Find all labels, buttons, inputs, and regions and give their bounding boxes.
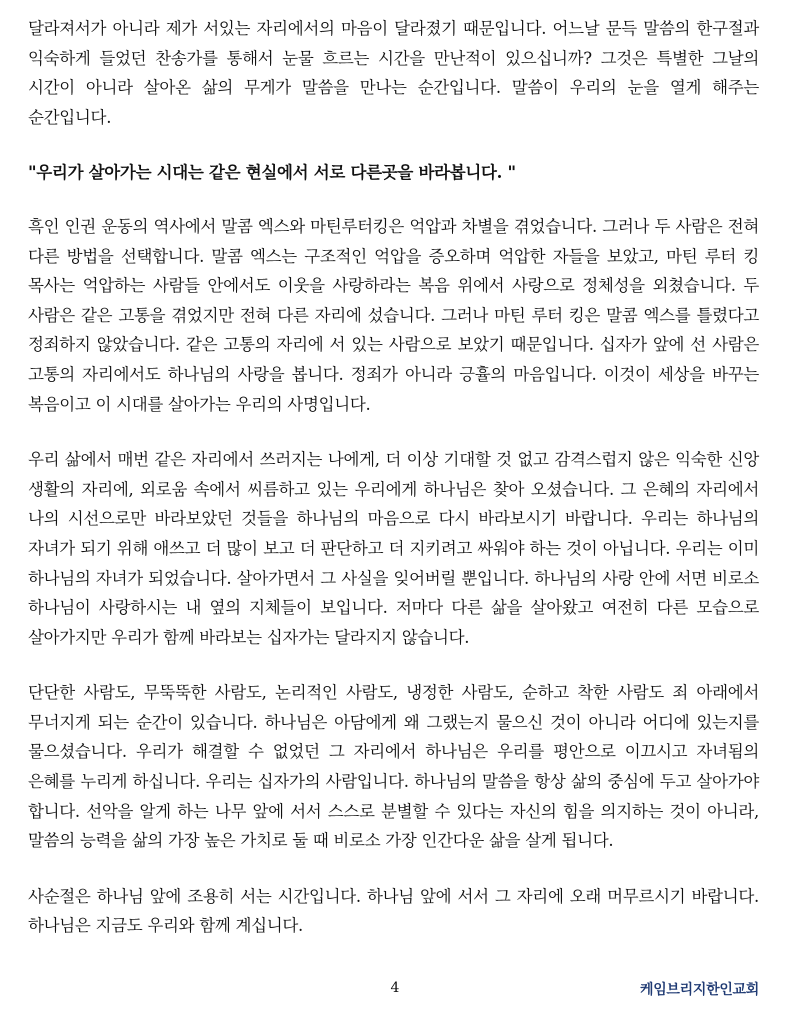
paragraph-1: 달라져서가 아니라 제가 서있는 자리에서의 마음이 달라졌기 때문입니다. 어느날 문득 말씀의 한구절과 익숙하게 들었던 찬송가를 통해서 눈물 흐르는 시간을 만난적이 있으십니까? 그것은 특별한 그날의 시간이 아니라 살아온 삶의 무게가 말씀을 만나는 순간입니다. 말씀이 우리의 눈을 열게 해주는 순간입니다. (28, 19, 759, 127)
page-number: 4 (390, 980, 400, 996)
pull-quote: "우리가 살아가는 시대는 같은 현실에서 서로 다른곳을 바라봅니다. " (28, 163, 516, 183)
paragraph-3: 우리 삶에서 매번 같은 자리에서 쓰러지는 나에게, 더 이상 기대할 것 없고 감격스럽지 않은 익숙한 신앙 생활의 자리에, 외로움 속에서 씨름하고 있는 우리에게 하나님은 찾아 오셨습니다. 그 은혜의 자리에서 나의 시선으로만 바라보았던 것들을 하나님의 마음으로 다시 바라보시기 바랍니다. 우리는 하나님의 자녀가 되기 위해 애쓰고 더 많이 보고 더 판단하고 더 지키려고 싸워야 하는 것이 아닙니다. 우리는 이미 하나님의 자녀가 되었습니다. 살아가면서 그 사실을 잊어버릴 뿐입니다. 하나님의 사랑 안에 서면 비로소 하나님이 사랑하시는 내 옆의 지체들이 보입니다. 저마다 다른 삶을 살아왔고 여전히 다른 모습으로 살아가지만 우리가 함께 바라보는 십자가는 달라지지 않습니다. (28, 450, 759, 647)
paragraph-5: 사순절은 하나님 앞에 조용히 서는 시간입니다. 하나님 앞에 서서 그 자리에 오래 머무르시기 바랍니다. 하나님은 지금도 우리와 함께 계십니다. (28, 886, 759, 936)
church-name: 케임브리지한인교회 (639, 982, 759, 998)
paragraph-2: 흑인 인권 운동의 역사에서 말콤 엑스와 마틴루터킹은 억압과 차별을 겪었습니다. 그러나 두 사람은 전혀 다른 방법을 선택합니다. 말콤 엑스는 구조적인 억압을 증오하며 억압한 자들을 보았고, 마틴 루터 킹 목사는 억압하는 사람들 안에서도 이웃을 사랑하라는 복음 위에서 사랑으로 정체성을 외쳤습니다. 두 사람은 같은 고통을 겪었지만 전혀 다른 자리에 섰습니다. 그러나 마틴 루터 킹은 말콤 엑스를 틀렸다고 정죄하지 않았습니다. 같은 고통의 자리에 서 있는 사람으로 보았기 때문입니다. 십자가 앞에 선 사람은 고통의 자리에서도 하나님의 사랑을 봅니다. 정죄가 아니라 긍휼의 마음입니다. 이것이 세상을 바꾸는 복음이고 이 시대를 살아가는 우리의 사명입니다. (28, 216, 759, 414)
paragraph-4: 단단한 사람도, 무뚝뚝한 사람도, 논리적인 사람도, 냉정한 사람도, 순하고 착한 사람도 죄 아래에서 무너지게 되는 순간이 있습니다. 하나님은 아담에게 왜 그랬는지 물으신 것이 아니라 어디에 있는지를 물으셨습니다. 우리가 해결할 수 없었던 그 자리에서 하나님은 우리를 평안으로 이끄시고 자녀됨의 은혜를 누리게 하십니다. 우리는 십자가의 사람입니다. 하나님의 말씀을 항상 삶의 중심에 두고 살아가야 합니다. 선악을 알게 하는 나무 앞에 서서 스스로 분별할 수 있다는 자신의 힘을 의지하는 것이 아니라, 말씀의 능력을 삶의 가장 높은 가치로 둘 때 비로소 가장 인간다운 삶을 살게 됩니다. (28, 683, 759, 851)
document-body (28, 14, 759, 967)
